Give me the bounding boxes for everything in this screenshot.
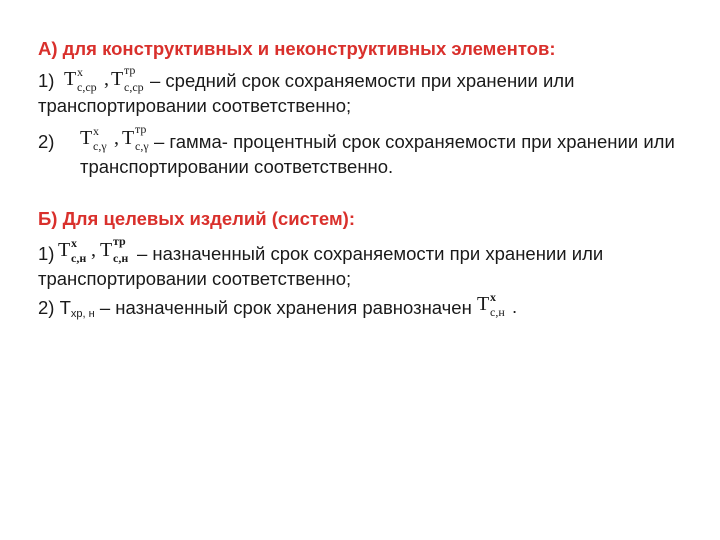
symbol-sub-cgamma: с,γ bbox=[135, 139, 149, 153]
symbol-sup-x: х bbox=[490, 290, 496, 304]
symbol-comma: , bbox=[91, 239, 96, 261]
symbol-T: Т bbox=[111, 68, 124, 90]
section-b-item1-number: 1) bbox=[38, 243, 55, 264]
section-a-item1-number: 1) bbox=[38, 70, 55, 91]
symbol-tc-n-single bbox=[477, 290, 527, 320]
symbol-sub-cn: с,н bbox=[71, 251, 87, 265]
symbol-T: Т bbox=[100, 239, 113, 261]
symbol-T: Т bbox=[477, 293, 490, 315]
section-a-item1-text: – средний срок сохраняемости при хранении или bbox=[150, 70, 575, 91]
symbol-sup-tr: тр bbox=[135, 122, 147, 136]
symbol-sub-csr: с,ср bbox=[77, 80, 97, 94]
symbol-sub-cgamma: с,γ bbox=[93, 139, 107, 153]
section-b-item2-prefix: 2) Т bbox=[38, 297, 71, 318]
symbol-sup-x: х bbox=[93, 124, 99, 138]
section-b-item1-continuation: транспортировании соответственно; bbox=[38, 268, 352, 289]
section-a-item2-text: – гамма- процентный срок сохраняемости при хранении или bbox=[154, 131, 675, 152]
section-b-item2-text: – назначенный срок хранения равнозначен bbox=[99, 297, 472, 318]
symbol-T: Т bbox=[80, 127, 93, 149]
symbol-sub-cn: с,н bbox=[490, 305, 505, 319]
section-b-item1-text: – назначенный срок сохраняемости при хранении или bbox=[137, 243, 604, 264]
symbol-comma: , bbox=[114, 127, 119, 149]
section-a-item2-continuation: транспортировании соответственно. bbox=[80, 156, 394, 177]
symbol-tc-sr-pair bbox=[64, 63, 164, 96]
symbol-comma: , bbox=[104, 68, 109, 90]
section-b-item2-period: . bbox=[512, 296, 518, 317]
section-b-item2-line bbox=[38, 297, 472, 325]
symbol-sup-x: х bbox=[71, 236, 77, 250]
symbol-sub-cn: с,н bbox=[113, 251, 129, 265]
section-a-heading: А) для конструктивных и неконструктивных элементов: bbox=[38, 38, 556, 59]
symbol-T: Т bbox=[122, 127, 135, 149]
symbol-sup-tr: тр bbox=[124, 63, 136, 77]
symbol-T: Т bbox=[64, 68, 77, 90]
section-b-item2-sub: хр, н bbox=[70, 308, 95, 320]
section-b-heading: Б) Для целевых изделий (систем): bbox=[38, 208, 355, 229]
symbol-sub-csr: с,ср bbox=[124, 80, 144, 94]
symbol-sup-tr: тр bbox=[113, 234, 126, 248]
section-a-item1-continuation: транспортировании соответственно; bbox=[38, 95, 352, 116]
symbol-T: Т bbox=[58, 239, 71, 261]
section-a-item2-number: 2) bbox=[38, 131, 55, 152]
symbol-sup-x: х bbox=[77, 65, 83, 79]
